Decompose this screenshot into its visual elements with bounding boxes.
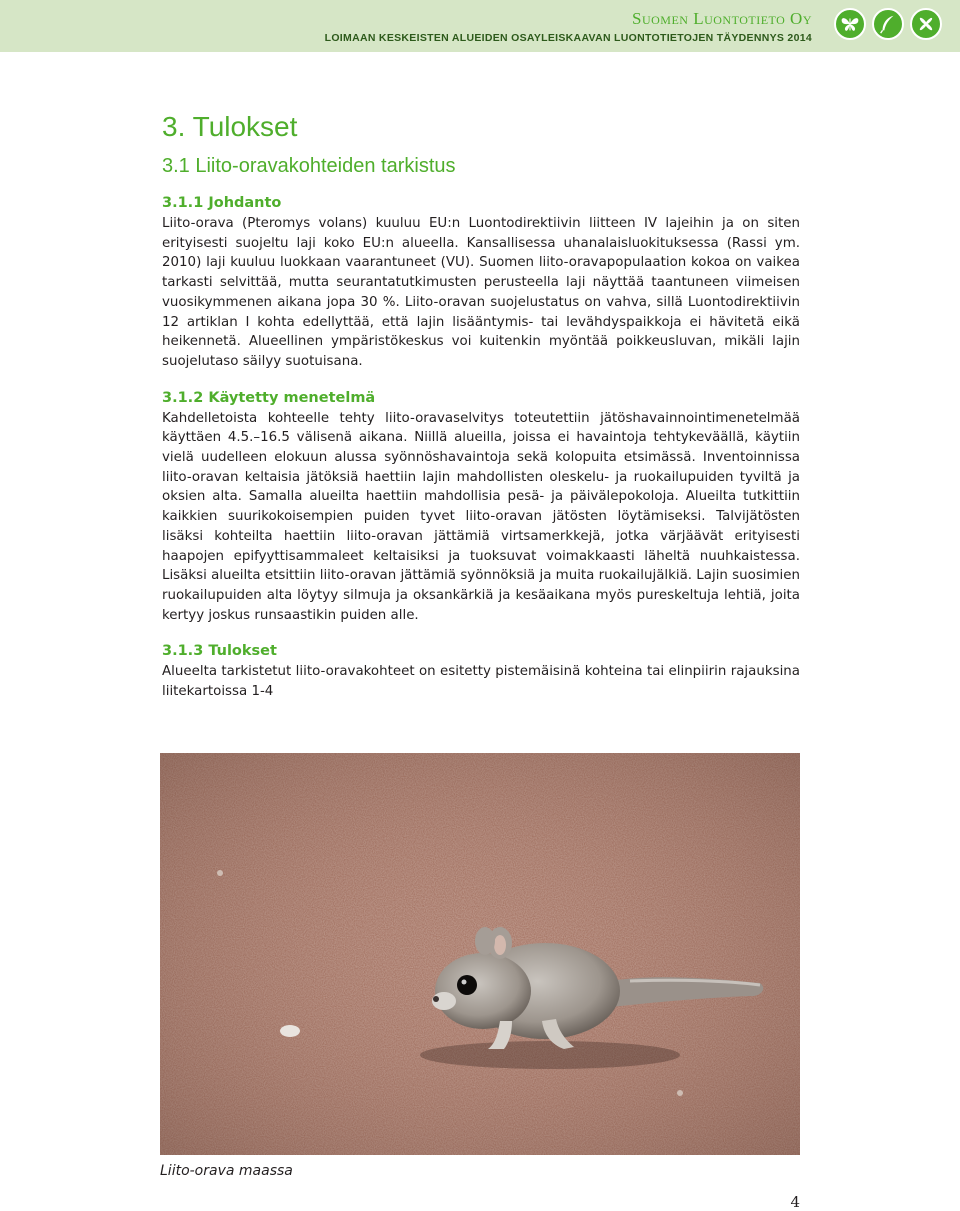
subsection-title: 3.1.1 Johdanto xyxy=(162,195,282,211)
page-header xyxy=(0,0,960,52)
report-subtitle: LOIMAAN KESKEISTEN ALUEIDEN OSAYLEISKAAVAN LUONTOTIETOJEN TÄYDENNYS 2014 xyxy=(324,32,812,44)
subsection-tulokset xyxy=(162,641,800,701)
subsection-title: 3.1.2 Käytetty menetelmä xyxy=(162,389,376,406)
butterfly-icon xyxy=(834,8,866,40)
body-paragraph: Alueelta tarkistetut liito-oravakohteet on esitetty pistemäisinä kohteina tai elinpiirin rajauksina liitekartoissa 1-4 xyxy=(162,664,800,700)
page-number: 4 xyxy=(790,1193,800,1211)
flying-squirrel-photo xyxy=(160,753,800,1155)
chapter-title: 3. Tulokset xyxy=(162,111,298,142)
subsection-menetelma xyxy=(162,388,800,626)
header-text xyxy=(325,9,812,45)
body-paragraph: Liito-orava (Pteromys volans) kuuluu EU:n Luontodirektiivin liitteen IV lajeihin ja on siten erityisesti suojeltu laji koko EU:n alueella. Kansallisessa uhanalaisluokituksessa (Rassi ym. 2010) laji kuuluu luokkaan vaarantuneet (VU). Suomen liito-oravapopulaation kokoa on vaikea tarkasti selvittää, mutta seurantatutkimusten perusteella laji näyttää taantuneen viimeisen vuosikymmenen aikana jopa 30 %. Liito-oravan suojelustatus on vahva, sillä Luontodirektiivin 12 artiklan I kohta edellyttää, että lajin lisääntymis- tai levähdyspaikkoja ei hävitetä eikä heikennetä. Alueellinen ympäristökeskus voi kuitenkin myöntää poikkeusluvan, mikäli lajin suojelutaso säilyy suotuisana. xyxy=(162,216,800,369)
body-paragraph: Kahdelletoista kohteelle tehty liito-oravaselvitys toteutettiin jätöshavainnointimenetelmää käyttäen 4.5.–16.5 välisenä aikana. Niillä alueilla, joissa ei havaintoja tehtykeväällä, käytiin vielä uudelleen elokuun alussa syönnöshavaintoja sekä kolopuita etsimässä. Inventoinnissa liito-oravan keltaisia jätöksiä haettiin lajin mahdollisten oleskelu- ja ruokailupuiden tyviltä ja oksien alta. Samalla alueilta haettiin mahdollisia pesä- ja päivälepokoloja. Alueilta tutkittiin kaikkien suurikokoisempien puiden tyvet liito-oravan jätösten löytämiseksi. Talvijätösten lisäksi kohteilta haettiin liito-oravan jättämiä virtsamerkkejä, jotka värjäävät erityisesti haapojen epifyyttisammaleet keltaisiksi ja tuoksuvat voimakkaasti läheltä nuuhkaistessa. Lisäksi alueilta etsittiin liito-oravan jättämiä syönnöksiä ja muita ruokailujälkiä. Lajin suosimien ruokailupuiden alta löytyy silmuja ja oksankärkiä ja kesäaikana myös pureskeltuja lehtiä, joita kertyy joskus runsaastikin puiden alle. xyxy=(162,410,801,623)
photo-caption: Liito-orava maassa xyxy=(160,1163,293,1179)
subsection-title: 3.1.3 Tulokset xyxy=(162,643,277,660)
company-name: Suomen Luontotieto Oy xyxy=(632,9,812,28)
subsection-johdanto xyxy=(162,193,800,372)
section-title: 3.1 Liito-oravakohteiden tarkistus xyxy=(162,155,456,177)
feather-icon xyxy=(872,8,904,40)
dragonfly-icon xyxy=(910,8,942,40)
logo-group xyxy=(834,8,942,40)
main-content xyxy=(162,108,800,702)
